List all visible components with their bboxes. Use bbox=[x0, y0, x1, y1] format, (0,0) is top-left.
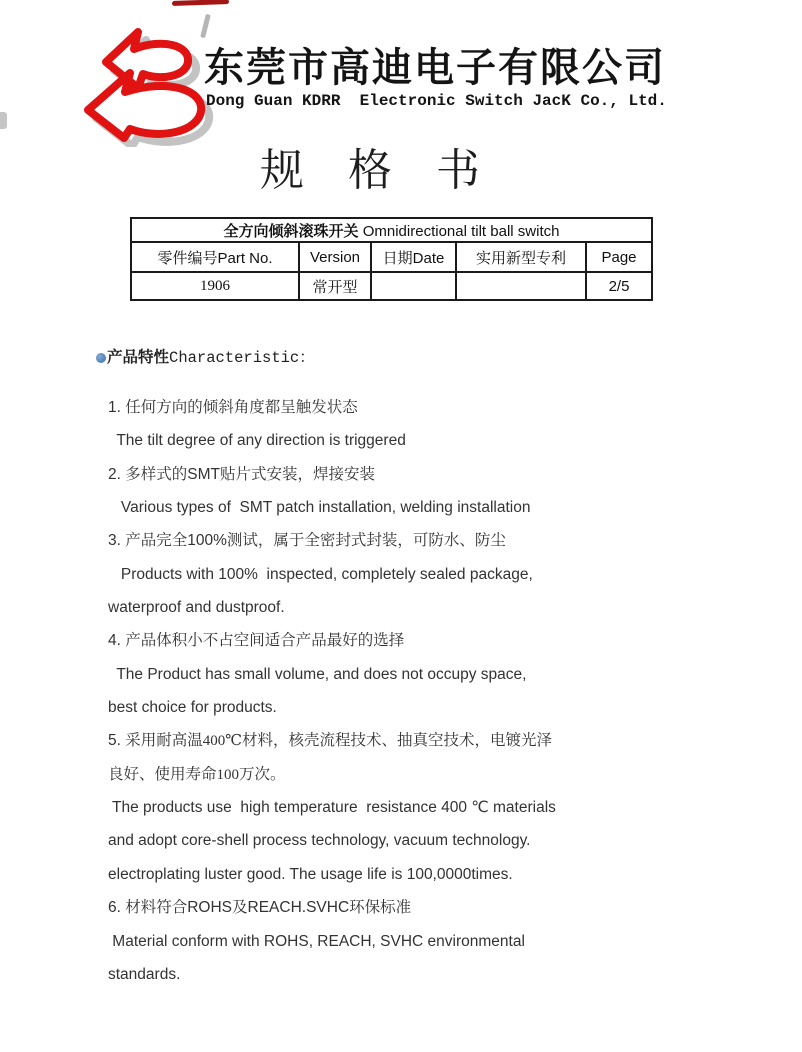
text-segment: best choice for products. bbox=[108, 699, 277, 717]
text-segment: 万次。 bbox=[239, 765, 286, 783]
text-line bbox=[108, 424, 588, 457]
text-line bbox=[108, 624, 588, 657]
text-segment: waterproof and dustproof. bbox=[108, 599, 285, 617]
text-line bbox=[108, 758, 588, 791]
col-header-page: Page bbox=[586, 242, 652, 272]
table-title-cell bbox=[131, 218, 652, 242]
text-segment: 材料，核壳流程技术、抽真空技术，电镀光泽 bbox=[242, 732, 553, 750]
text-line bbox=[108, 691, 588, 724]
text-segment: Material conform with ROHS, REACH, SVHC environmental bbox=[108, 932, 525, 950]
text-segment: 4. 产品体积小不占空间适合产品最好的选择 bbox=[108, 632, 405, 650]
bullet-dot-icon bbox=[96, 353, 106, 363]
scan-artifact-red-streak bbox=[172, 0, 229, 6]
characteristics-list bbox=[108, 391, 588, 991]
text-line bbox=[108, 925, 588, 958]
company-name-en: Dong Guan KDRR Electronic Switch JacK Co., Ltd. bbox=[206, 92, 667, 110]
text-segment: 3. 产品完全100%测试，属于全密封式封装，可防水、防尘 bbox=[108, 532, 506, 550]
col-header-date: 日期Date bbox=[371, 242, 456, 272]
text-line bbox=[108, 858, 588, 891]
text-line bbox=[108, 391, 588, 424]
company-name-zh: 东莞市高迪电子有限公司 bbox=[204, 46, 666, 90]
col-header-patent: 实用新型专利 bbox=[456, 242, 586, 272]
text-segment: Products with 100% inspected, completely sealed package, bbox=[108, 565, 533, 583]
text-segment: The Product has small volume, and does not occupy space, bbox=[108, 665, 527, 683]
doc-title: 规 格 书 bbox=[260, 146, 480, 195]
text-line bbox=[108, 724, 588, 757]
table-title-zh: 全方向倾斜滚珠开关 bbox=[223, 222, 359, 240]
value-version: 常开型 bbox=[299, 272, 371, 300]
text-line bbox=[108, 458, 588, 491]
text-line bbox=[108, 891, 588, 924]
scan-artifact-left-speck bbox=[0, 112, 7, 129]
text-segment: and adopt core-shell process technology, vacuum technology. bbox=[108, 832, 531, 850]
text-line bbox=[108, 791, 588, 824]
text-line bbox=[108, 524, 588, 557]
text-segment: 6. 材料符合ROHS及REACH.SVHC环保标准 bbox=[108, 899, 412, 917]
value-patent bbox=[456, 272, 586, 300]
text-segment: The products use high temperature resistance 400 ℃ materials bbox=[108, 799, 556, 817]
text-segment: 良好、使用寿命 bbox=[108, 765, 217, 783]
text-line bbox=[108, 658, 588, 691]
text-segment: 2. 多样式的SMT贴片式安装，焊接安装 bbox=[108, 465, 375, 483]
text-line bbox=[108, 591, 588, 624]
characteristics-heading-en: Characteristic： bbox=[169, 349, 315, 367]
text-line bbox=[108, 958, 588, 991]
text-segment: 5. 采用耐高温 bbox=[108, 732, 203, 750]
text-segment: 1. 任何方向的倾斜角度都呈触发状态 bbox=[108, 399, 358, 416]
text-segment: 100 bbox=[216, 766, 240, 783]
text-segment: The tilt degree of any direction is triggered bbox=[108, 432, 406, 450]
text-segment: 400℃ bbox=[202, 733, 243, 750]
value-part-no: 1906 bbox=[131, 272, 299, 300]
value-page: 2/5 bbox=[586, 272, 652, 300]
col-header-version: Version bbox=[299, 242, 371, 272]
col-header-part-no: 零件编号Part No. bbox=[131, 242, 299, 272]
text-line bbox=[108, 491, 588, 524]
characteristics-heading bbox=[96, 345, 315, 367]
text-line bbox=[108, 824, 588, 857]
characteristics-heading-zh: 产品特性 bbox=[107, 349, 170, 366]
text-line bbox=[108, 558, 588, 591]
text-segment: standards. bbox=[108, 965, 181, 983]
text-segment: electroplating luster good. The usage life is 100,0000times. bbox=[108, 865, 513, 883]
text-segment: Various types of SMT patch installation, welding installation bbox=[108, 499, 531, 517]
table-title-en: Omnidirectional tilt ball switch bbox=[358, 222, 560, 240]
value-date bbox=[371, 272, 456, 300]
spec-table bbox=[130, 217, 653, 301]
